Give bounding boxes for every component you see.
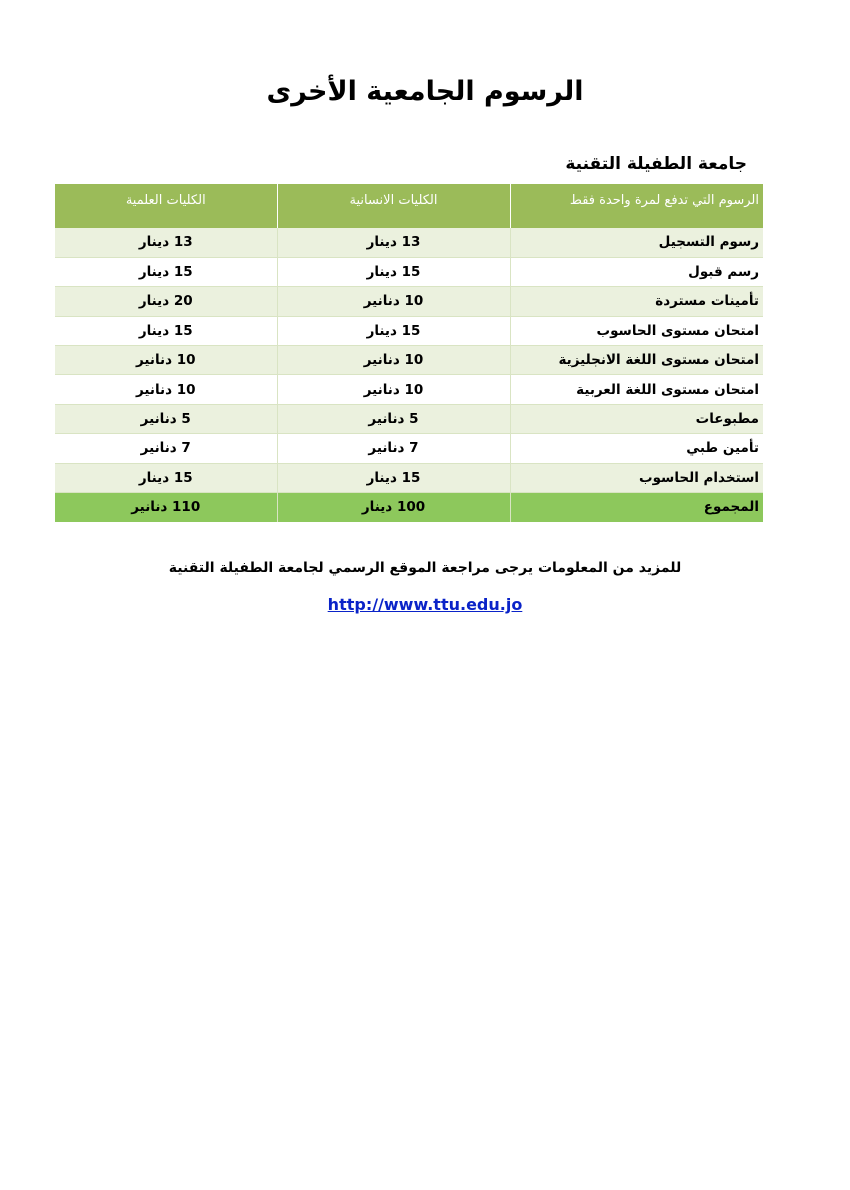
fee-sciences: 7 دنانير xyxy=(55,434,277,463)
fee-sciences: 15 دينار xyxy=(55,463,277,492)
fee-label: امتحان مستوى اللغة الانجليزية xyxy=(510,346,763,375)
fee-humanities: 10 دنانير xyxy=(277,287,510,316)
header-humanities: الكليات الانسانية xyxy=(277,184,510,228)
table-row xyxy=(55,287,763,316)
total-humanities: 100 دينار xyxy=(277,493,510,522)
fee-label: مطبوعات xyxy=(510,404,763,433)
fee-label: تأمينات مستردة xyxy=(510,287,763,316)
fee-label: امتحان مستوى الحاسوب xyxy=(510,316,763,345)
university-name: جامعة الطفيلة التقنية xyxy=(565,154,747,174)
fee-label: رسم قبول xyxy=(510,257,763,286)
fee-sciences: 20 دينار xyxy=(55,287,277,316)
fee-humanities: 5 دنانير xyxy=(277,404,510,433)
fee-sciences: 15 دينار xyxy=(55,257,277,286)
more-info-text: للمزيد من المعلومات يرجى مراجعة الموقع الرسمي لجامعة الطفيلة التقنية xyxy=(168,560,682,576)
table-row xyxy=(55,228,763,257)
table-row xyxy=(55,346,763,375)
header-fees-label: الرسوم التي تدفع لمرة واحدة فقط xyxy=(510,184,763,228)
table-header-row xyxy=(55,184,763,228)
page-title: الرسوم الجامعية الأخرى xyxy=(266,76,584,107)
fee-humanities: 15 دينار xyxy=(277,316,510,345)
table-row xyxy=(55,434,763,463)
fee-sciences: 13 دينار xyxy=(55,228,277,257)
fee-sciences: 10 دنانير xyxy=(55,375,277,404)
table-row xyxy=(55,316,763,345)
fee-sciences: 15 دينار xyxy=(55,316,277,345)
website-link[interactable]: http://www.ttu.edu.jo xyxy=(327,595,523,614)
fee-humanities: 13 دينار xyxy=(277,228,510,257)
fee-humanities: 7 دنانير xyxy=(277,434,510,463)
fee-sciences: 10 دنانير xyxy=(55,346,277,375)
fee-sciences: 5 دنانير xyxy=(55,404,277,433)
fee-label: استخدام الحاسوب xyxy=(510,463,763,492)
fee-label: امتحان مستوى اللغة العربية xyxy=(510,375,763,404)
fee-label: رسوم التسجيل xyxy=(510,228,763,257)
website-link-container xyxy=(0,593,850,617)
fee-humanities: 15 دينار xyxy=(277,463,510,492)
fee-humanities: 15 دينار xyxy=(277,257,510,286)
total-sciences: 110 دنانير xyxy=(55,493,277,522)
fees-table xyxy=(55,184,763,522)
fee-humanities: 10 دنانير xyxy=(277,346,510,375)
fee-humanities: 10 دنانير xyxy=(277,375,510,404)
header-sciences: الكليات العلمية xyxy=(55,184,277,228)
table-row xyxy=(55,375,763,404)
table-row xyxy=(55,257,763,286)
table-row xyxy=(55,404,763,433)
total-label: المجموع xyxy=(510,493,763,522)
fee-label: تأمين طبي xyxy=(510,434,763,463)
table-row xyxy=(55,463,763,492)
total-row xyxy=(55,493,763,522)
